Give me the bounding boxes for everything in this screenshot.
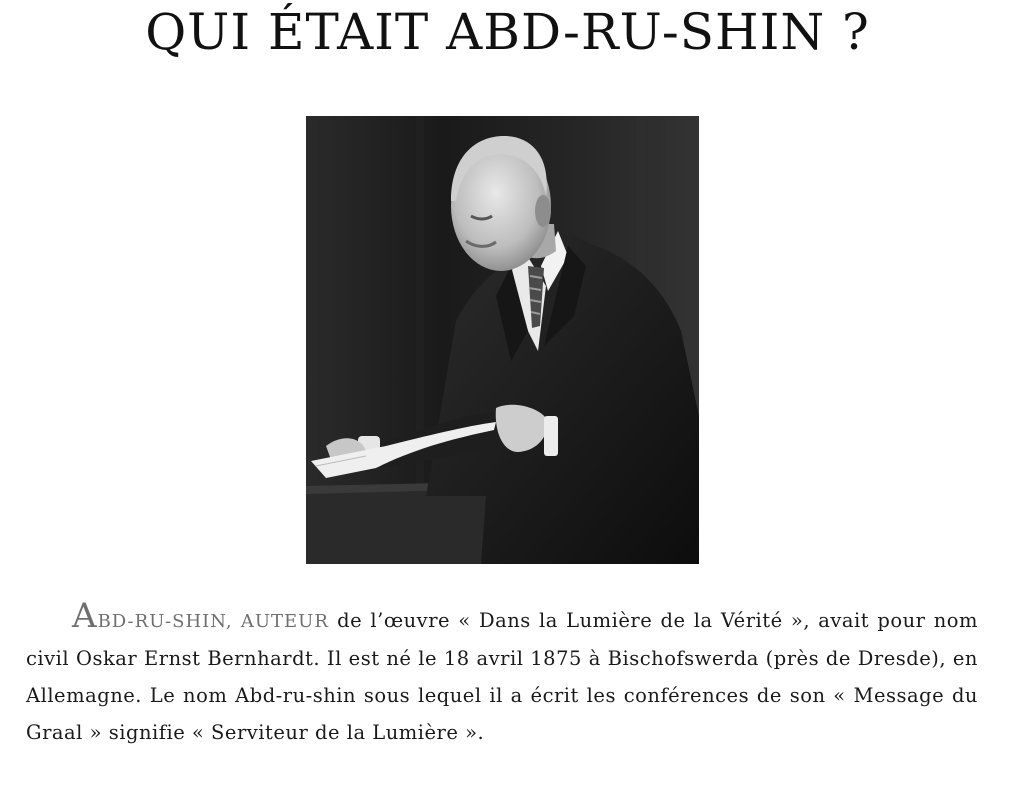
lead-word [72,596,329,636]
page-title: QUI ÉTAIT ABD-RU-SHIN ? [145,3,870,61]
paragraph-text: de l’œuvre « Dans la Lumière de la Vérité », avait pour nom civil Oskar Ernst Bernhardt. Il est né le 18 avril 1875 à Bischofswerda (près de Dresde), en Allemagne. Le nom Abd-ru-shin sous lequel il a écrit les conférences de son « Message du Graal » signifie « Serviteur de la Lumière ». [26,609,978,744]
portrait-photo [306,116,699,564]
drop-initial: A [72,596,98,636]
biography-paragraph [26,598,978,751]
small-caps-lead: BD-RU-SHIN, AUTEUR [97,611,329,632]
